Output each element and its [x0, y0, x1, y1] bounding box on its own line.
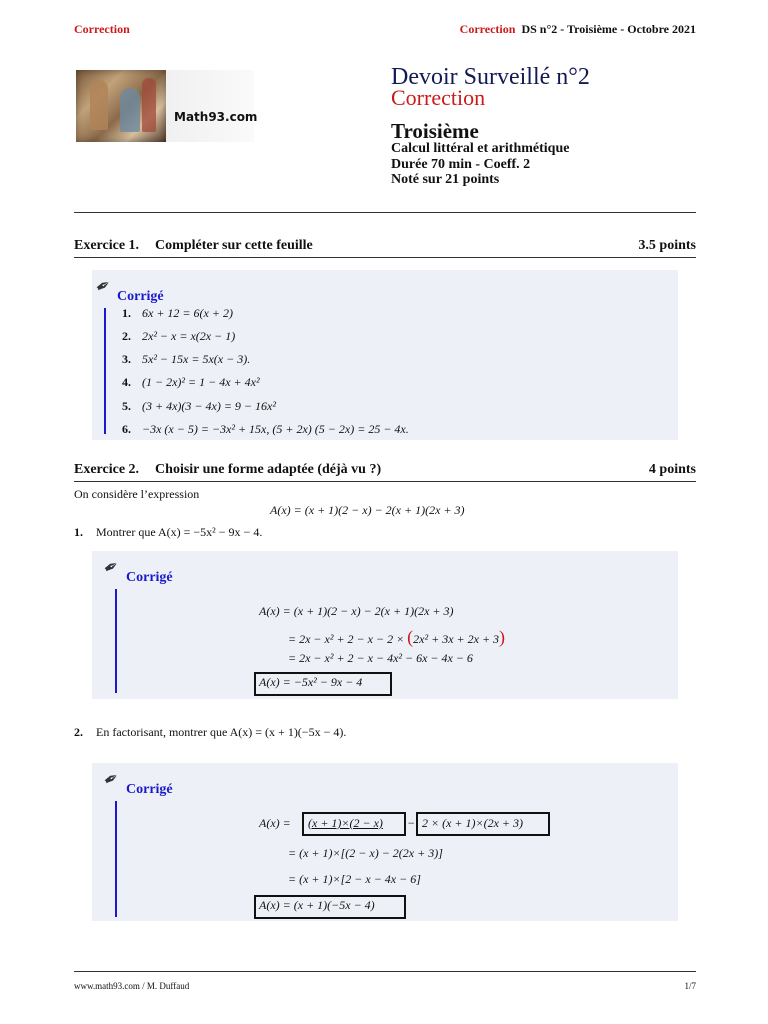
exercise2-points: 4 points: [648, 462, 696, 477]
exercise1-points: 3.5 points: [638, 238, 696, 253]
doc-duration: Durée 70 min - Coeff. 2: [391, 157, 531, 172]
q2-line-1-box2: 2 × (x + 1)×(2x + 3): [422, 816, 524, 830]
exercise1-item: 3. 5x² − 15x = 5x(x − 3).: [122, 352, 251, 366]
doc-note: Noté sur 21 points: [391, 172, 500, 187]
exercise2-intro: On considère l’expression: [74, 487, 200, 501]
exercise1-item: 6. −3x (x − 5) = −3x² + 15x, (5 + 2x) (5 − 2x) = 25 − 4x.: [122, 422, 409, 436]
corrige-bar: [115, 801, 117, 917]
exercise1-item: 2. 2x² − x = x(2x − 1): [122, 329, 236, 343]
doc-title: Devoir Surveillé n°2: [391, 64, 590, 90]
q1-corrige-box: [92, 551, 678, 699]
exercise1-rule: [74, 257, 696, 258]
exercise1-item: 4. (1 − 2x)² = 1 − 4x + 4x²: [122, 375, 260, 389]
exercise2-expression: A(x) = (x + 1)(2 − x) − 2(x + 1)(2x + 3): [270, 503, 465, 517]
title-rule: [74, 212, 696, 213]
exercise2-heading: [74, 462, 696, 478]
q1-line-3: = 2x − x² + 2 − x − 4x² − 6x − 4x − 6: [288, 651, 473, 665]
footer-rule: [74, 971, 696, 972]
q2-result: A(x) = (x + 1)(−5x − 4): [259, 898, 375, 912]
logo-text: Math93.com: [174, 110, 258, 124]
quill-icon: ✒: [99, 554, 124, 581]
header-right: [460, 22, 696, 37]
header-right-correction: Correction: [459, 22, 516, 36]
corrige-label: Corrigé: [126, 570, 173, 585]
corrige-bar: [115, 589, 117, 693]
q2-line-1-left: A(x) =: [259, 816, 291, 830]
q2-statement: 2. En factorisant, montrer que A(x) = (x + 1)(−5x − 4).: [74, 725, 347, 739]
exercise1-title: Compléter sur cette feuille: [155, 238, 313, 253]
quill-icon: ✒: [91, 273, 116, 300]
exercise1-item: 1. 6x + 12 = 6(x + 2): [122, 306, 233, 320]
quill-icon: ✒: [99, 766, 124, 793]
logo-image: [76, 70, 166, 142]
exercise2-title: Choisir une forme adaptée (déjà vu ?): [155, 462, 382, 477]
q2-corrige-box: [92, 763, 678, 921]
q2-line-1-minus: −: [407, 816, 416, 830]
exercise2-rule: [74, 481, 696, 482]
exercise1-item: 5. (3 + 4x)(3 − 4x) = 9 − 16x²: [122, 399, 276, 413]
q1-result: A(x) = −5x² − 9x − 4: [259, 675, 363, 689]
corrige-label: Corrigé: [117, 289, 164, 304]
footer-left: www.math93.com / M. Duffaud: [74, 981, 190, 991]
q1-line-2: = 2x − x² + 2 − x − 2 × (2x² + 3x + 2x + 3): [288, 627, 506, 647]
footer-page-number: 1/7: [684, 981, 696, 991]
doc-level: Troisième: [391, 119, 479, 143]
doc-correction: Correction: [391, 85, 486, 110]
exercise1-corrige-box: [92, 270, 678, 440]
q1-line-1: A(x) = (x + 1)(2 − x) − 2(x + 1)(2x + 3): [259, 604, 454, 618]
q1-statement: 1. Montrer que A(x) = −5x² − 9x − 4.: [74, 525, 263, 539]
header-right-text: DS n°2 - Troisième - Octobre 2021: [521, 22, 696, 36]
q2-line-1-box1: (x + 1)×(2 − x): [308, 816, 383, 830]
corrige-label: Corrigé: [126, 782, 173, 797]
logo-frame: [166, 70, 254, 142]
corrige-bar: [104, 308, 106, 434]
q2-line-3: = (x + 1)×[2 − x − 4x − 6]: [288, 872, 421, 886]
exercise1-heading: [74, 238, 696, 254]
exercise1-number: Exercice 1.: [74, 238, 140, 253]
q2-line-2: = (x + 1)×[(2 − x) − 2(2x + 3)]: [288, 846, 443, 860]
header-left: Correction: [74, 22, 130, 36]
exercise2-number: Exercice 2.: [74, 462, 140, 477]
doc-subject: Calcul littéral et arithmétique: [391, 141, 570, 156]
